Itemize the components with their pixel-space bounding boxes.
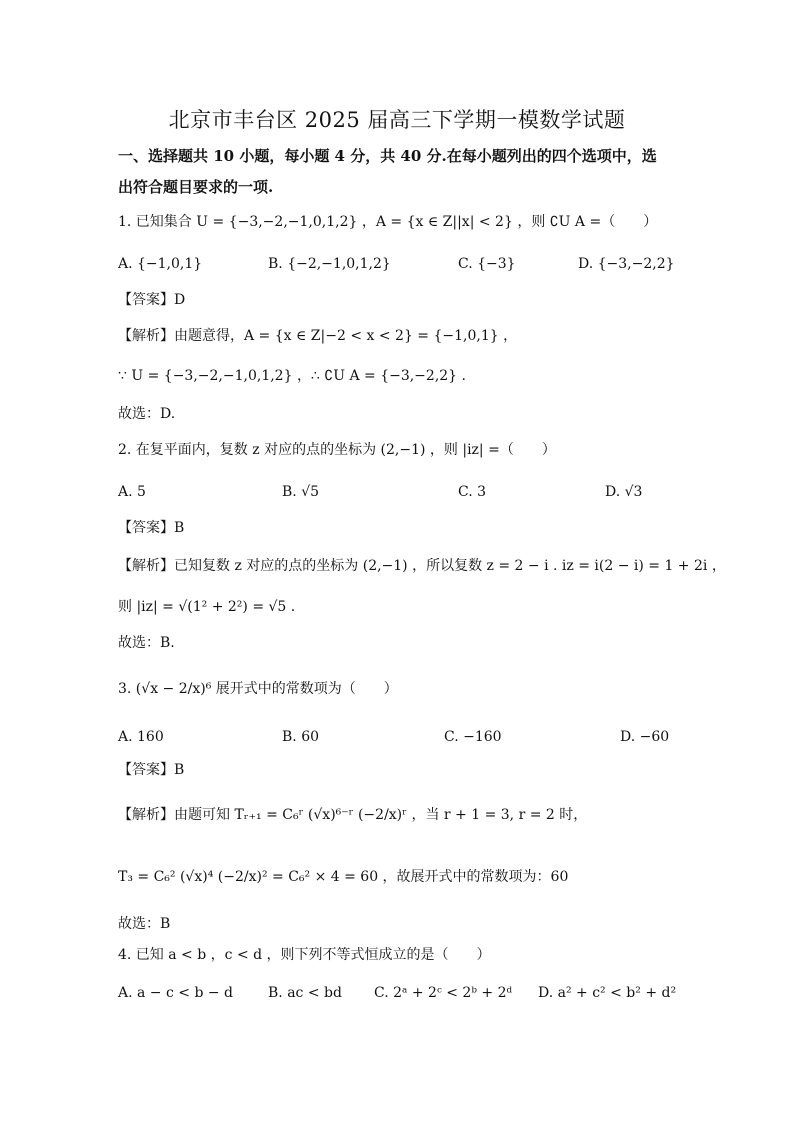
q2-option-a: A. 5: [118, 484, 146, 500]
q1-option-a: A. {−1,0,1}: [118, 256, 203, 272]
q3-stem: 3. (√x − 2/x)⁶ 展开式中的常数项为（ ）: [118, 681, 398, 697]
q3-option-b: B. 60: [282, 729, 320, 745]
q1-option-c: C. {−3}: [458, 256, 516, 272]
q4-option-d: D. a² + c² < b² + d²: [538, 985, 677, 1001]
q2-analysis-line1: 【解析】已知复数 z 对应的点的坐标为 (2,−1) ，所以复数 z = 2 − i . iz = i(2 − i) = 1 + 2i ，: [118, 558, 726, 574]
q2-analysis-line2: 则 |iz| = √(1² + 2²) = √5 .: [118, 599, 296, 615]
q1-stem: 1. 已知集合 U = {−3,−2,−1,0,1,2} ，A = {x ∈ Z||x| < 2} ，则 ∁U A =（ ）: [118, 214, 658, 230]
q1-answer: 【答案】D: [118, 292, 186, 308]
document-title: 北京市丰台区 2025 届高三下学期一模数学试题: [168, 108, 626, 132]
q3-analysis-line2: T₃ = C₆² (√x)⁴ (−2/x)² = C₆² × 4 = 60 ，故展开式中的常数项为：60: [118, 869, 569, 885]
q2-option-c: C. 3: [458, 484, 487, 500]
q4-option-c: C. 2ᵃ + 2ᶜ < 2ᵇ + 2ᵈ: [374, 985, 513, 1001]
q1-option-b: B. {−2,−1,0,1,2}: [268, 256, 391, 272]
q2-answer: 【答案】B: [118, 520, 185, 536]
q2-stem: 2. 在复平面内，复数 z 对应的点的坐标为 (2,−1) ，则 |iz| =（ ）: [118, 442, 556, 458]
q1-analysis-line1: 【解析】由题意得，A = {x ∈ Z|−2 < x < 2} = {−1,0,1} ，: [118, 328, 518, 344]
q3-answer: 【答案】B: [118, 762, 185, 778]
q4-stem: 4. 已知 a < b ，c < d ，则下列不等式恒成立的是（ ）: [118, 947, 491, 963]
q3-analysis-line1: 【解析】由题可知 Tᵣ₊₁ = C₆ʳ (√x)⁶⁻ʳ (−2/x)ʳ ，当 r + 1 = 3, r = 2 时，: [118, 807, 588, 823]
q1-choice: 故选：D.: [118, 406, 176, 422]
q3-option-c: C. −160: [444, 729, 502, 745]
q2-option-d: D. √3: [605, 484, 643, 500]
q3-option-a: A. 160: [118, 729, 164, 745]
q4-option-a: A. a − c < b − d: [118, 985, 234, 1001]
q3-choice: 故选：B: [118, 916, 171, 932]
section-heading-line2: 出符合题目要求的一项.: [118, 178, 274, 196]
q2-choice: 故选：B.: [118, 635, 175, 651]
q1-analysis-line2: ∵ U = {−3,−2,−1,0,1,2} ，∴ ∁U A = {−3,−2,2} .: [118, 368, 466, 384]
q4-option-b: B. ac < bd: [268, 985, 342, 1001]
q1-option-d: D. {−3,−2,2}: [578, 256, 675, 272]
q3-option-d: D. −60: [620, 729, 670, 745]
q2-option-b: B. √5: [282, 484, 320, 500]
section-heading-line1: 一、选择题共 10 小题，每小题 4 分，共 40 分.在每小题列出的四个选项中，选: [118, 147, 657, 165]
